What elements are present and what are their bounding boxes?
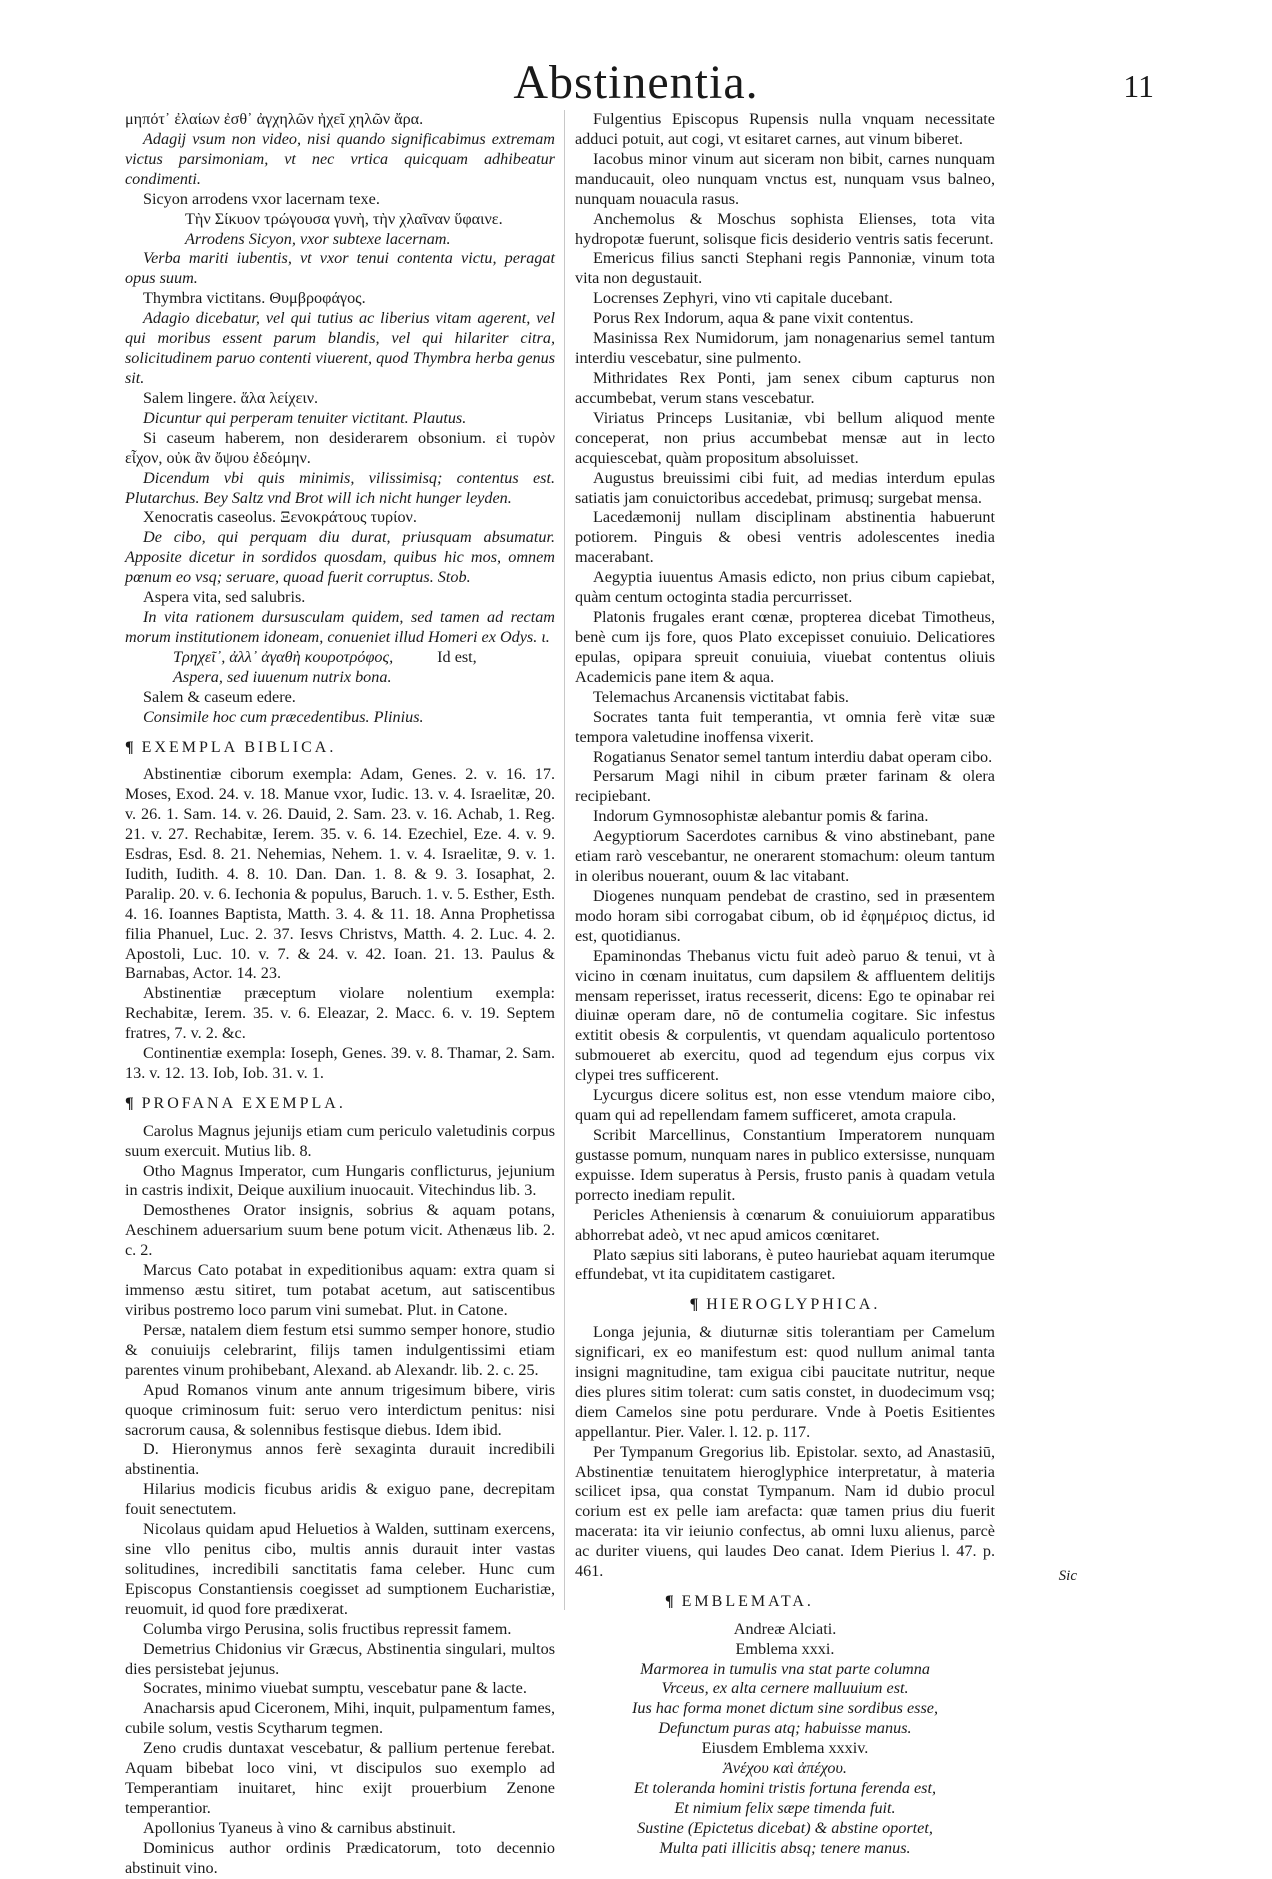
profana-entry: Socrates, minimo viuebat sumptu, vescebatur pane & lacte. (143, 1679, 527, 1698)
exemplum-entry: Porus Rex Indorum, aqua & pane vixit contentus. (593, 309, 914, 328)
adagium-entry: Dicuntur qui perperam tenuiter victitant. Plautus. (143, 408, 467, 427)
running-head-title: Abstinentia. (513, 56, 759, 109)
emblem-verse-line: Ius hac forma monet dictum sine sordibus esse, (631, 1699, 939, 1718)
exemplum-entry: Locrenses Zephyri, vino vti capitale ducebant. (593, 289, 893, 308)
section-heading-profana (125, 1094, 555, 1114)
emblem-verse-line: Et toleranda homini tristis fortuna ferenda est, (633, 1779, 936, 1798)
emblem-verse-line: Multa pati illicitis absq; tenere manus. (659, 1838, 911, 1857)
exemplum-entry: Anchemolus & Moschus sophista Elienses, tota vita hydropotæ fuerunt, solisque ficis desiderio ventris satis fecerunt. (575, 209, 995, 248)
profana-entry: Dominicus author ordinis Prædicatorum, toto decennio abstinuit vino. (125, 1838, 555, 1877)
exemplum-entry: Telemachus Arcanensis victitabat fabis. (593, 687, 849, 706)
homer-verse-greek (173, 648, 555, 668)
section-heading-hieroglyphica (575, 1295, 995, 1315)
adagium-entry: Adagio dicebatur, vel qui tutius ac liberius vitam agerent, vel qui moribus essent parum blandis, vel qui hilariter citra, solicitudinem paruo contenti viuerent, quod Thymbra herba genus sit. (125, 309, 555, 387)
profana-entry: Hilarius modicis ficubus aridis & exiguo pane, decrepitam fouit senectutem. (125, 1480, 555, 1519)
id-est: Id est, (437, 647, 477, 666)
adagium-entry: Xenocratis caseolus. Ξενοκράτους τυρίον. (143, 508, 417, 527)
closing-block (125, 688, 555, 728)
pilcrow-icon: ¶ (125, 738, 134, 756)
hieroglyphica-entry: Per Tympanum Gregorius lib. Epistolar. sexto, ad Anastasiū, Abstinentiæ tenuitatem hieroglyphice interpretatur, à materia scilicet ipsa, qua constat Tympanum. Nam id dubio procul corium est ex pelle iam arefacta: quæ tamen prius diu fuerit macerata: ita vir ieiunio confectus, ab omni luxu alienus, parcè ac duriter viuens, qui laudes Deo canat. Idem Pierius l. 47. p. 461. (575, 1442, 995, 1581)
exemplum-entry: Aegyptiorum Sacerdotes carnibus & vino abstinebant, pane etiam rarò vescebantur, ne onerarent stomachum: oleum tantum in oleribus nouerant, ouum & lac vitabant. (575, 827, 995, 886)
profana-entry: Otho Magnus Imperator, cum Hungaris conflicturus, jejunium in castris indixit, Deique auxilium inuocauit. Vitechindus lib. 3. (125, 1161, 555, 1200)
page-number: 11 (1123, 68, 1154, 104)
exemplum-entry: Aegyptia iuuentus Amasis edicto, non prius cibum capiebat, quàm centum octoginta stadia percurrisset. (575, 568, 995, 607)
emblem-author: Andreæ Alciati. (733, 1619, 837, 1638)
exempla-continued-block (575, 110, 995, 1285)
profana-entry: D. Hieronymus annos ferè sexaginta durauit incredibili abstinentia. (125, 1440, 555, 1479)
profana-entry: Nicolaus quidam apud Heluetios à Walden, suttinam exercens, sine vllo penitus cibo, multis annis durauit inter vastas solitudines, incredibili sanctitatis fama celeber. Hunc cum Episcopus Constantiensis coegisset ad sumptionem Eucharistiæ, reuomuit, id quod fore prædixerat. (125, 1520, 555, 1618)
emblem-1-verses (575, 1660, 995, 1740)
adagium-entry: Verba mariti iubentis, vt vxor tenui contenta victu, peragat opus suum. (125, 249, 555, 288)
hieroglyphica-entry: Longa jejunia, & diuturnæ sitis tolerantiam per Camelum significari, ex eo manifestum est: quod nullum animal tanta insigni magnitudine, tam exigua cibi paucitate nutritur, neque dies plures sitim tolerat: cum satis constet, in duodecimum vsq; diem Camelos sine potu perdurare. Vnde à Poetis Esitientes appellantur. Pier. Valer. l. 12. p. 117. (575, 1323, 995, 1441)
adagium-entry: Dicendum vbi quis minimis, vilissimisq; contentus est. Plutarchus. Bey Saltz vnd Brot will ich nicht hunger leyden. (125, 468, 555, 507)
exemplum-entry: Persarum Magi nihil in cibum præter farinam & olera recipiebant. (575, 767, 995, 806)
emblem-verse-line: Sustine (Epictetus dicebat) & abstine oportet, (637, 1818, 933, 1837)
exemplum-entry: Emericus filius sancti Stephani regis Pannoniæ, vinum tota vita non degustauit. (575, 249, 995, 288)
profana-entry: Zeno crudis duntaxat vescebatur, & pallium pertenue ferebat. Aquam bibebat loco vini, vt discipulos suo exemplo ad Temperantiam inuitaret, hinc exijt prouerbium Zenone temperantior. (125, 1739, 555, 1818)
greek-verse: Τρηχεῖ᾽, ἀλλ᾽ ἀγαθὴ κουροτρόφος, (173, 647, 394, 666)
exemplum-entry: Fulgentius Episcopus Rupensis nulla vnquam necessitate adduci potuit, aut cogi, vt esitaret carnes, aut vinum biberet. (575, 110, 995, 148)
section-heading-text: EMBLEMATA. (681, 1593, 814, 1611)
closing-entry: Consimile hoc cum præcedentibus. Plinius. (143, 707, 424, 726)
exemplum-entry: Viriatus Princeps Lusitaniæ, vbi bellum aliquod mente conceperat, non prius accumbebat mensæ aut in lecto acquiescebat, quàm propositum absoluisset. (575, 408, 995, 467)
closing-entry: Salem & caseum edere. (143, 687, 296, 706)
exemplum-entry: Augustus breuissimi cibi fuit, ad medias interdum epulas satiatis jam conuictoribus accedebat, primusq; surgebat mensa. (575, 468, 995, 507)
section-heading-text: PROFANA EXEMPLA. (141, 1095, 346, 1112)
exemplum-entry: Plato sæpius siti laborans, è puteo hauriebat aquam iterumque effundebat, vt ita cupiditatem castigaret. (575, 1245, 995, 1284)
exemplum-entry: Lacedæmonij nullam disciplinam abstinentia habuerunt potiorem. Pinguis & obesi ventris adolescentes inedia macerabant. (575, 508, 995, 567)
right-column (575, 110, 995, 1859)
pilcrow-icon: ¶ (689, 1296, 699, 1314)
column-divider (564, 110, 565, 1610)
emblem-verse-line: Et nimium felix sæpe timenda fuit. (674, 1799, 896, 1818)
exemplum-entry: Socrates tanta fuit temperantia, vt omnia ferè vitæ suæ tempora valetudine inoffensa vixerit. (575, 707, 995, 746)
section-heading-emblemata (665, 1592, 995, 1612)
emblem-2-title: Eiusdem Emblema xxxiv. (701, 1739, 869, 1758)
biblica-entry: Abstinentiæ præceptum violare nolentium exempla: Rechabitæ, Ierem. 35. v. 6. Eleazar, 2. Macc. 6. v. 19. Septem fratres, 7. v. 2. &c. (125, 984, 555, 1043)
emblem-2-greek: Ἀνέχου καὶ ἀπέχου. (723, 1759, 847, 1778)
adagium-entry: Salem lingere. ἅλα λείχειν. (143, 388, 319, 407)
pilcrow-icon: ¶ (125, 1095, 134, 1112)
adagium-entry: In vita rationem dursusculam quidem, sed tamen ad rectam morum institutionem idoneam, conueniet illud Homeri ex Odys. ι. (125, 608, 555, 646)
pilcrow-icon: ¶ (665, 1593, 674, 1611)
emblem-2-verses (575, 1779, 995, 1859)
adagium-entry: Arrodens Sicyon, vxor subtexe lacernam. (185, 229, 451, 248)
exemplum-entry: Scribit Marcellinus, Constantium Imperatorem nunquam gustasse pomum, nunquam nares in publico extersisse, nunquam expuisse. Idem superatus à Persis, frusto panis à quadam vetula porrecto inediam repulit. (575, 1126, 995, 1204)
homer-verse-latin: Aspera, sed iuuenum nutrix bona. (173, 667, 392, 686)
biblica-block (125, 765, 555, 1084)
exemplum-entry: Pericles Atheniensis à cœnarum & conuiuiorum apparatibus abhorrebat adeò, vt nec apud amicos cœnitaret. (575, 1205, 995, 1244)
exemplum-entry: Diogenes nunquam pendebat de crastino, sed in præsentem modo horam sibi corrogabat cibum, ob id ἐφημέριος dictus, id est, quotidianus. (575, 886, 995, 945)
adagium-entry: Τὴν Σίκυον τρώγουσα γυνὴ, τὴν χλαῖναν ὕφαινε. (185, 209, 503, 228)
profana-entry: Carolus Magnus jejunijs etiam cum periculo valetudinis corpus suum exercuit. Mutius lib. 8. (125, 1121, 555, 1160)
catchword: Sic (1058, 1568, 1077, 1584)
emblem-verse-line: Vrceus, ex alta cernere malluuium est. (661, 1679, 909, 1698)
emblem-verse-line: Marmorea in tumulis vna stat parte columna (640, 1659, 930, 1678)
section-heading-biblica (125, 738, 555, 758)
profana-entry: Marcus Cato potabat in expeditionibus aquam: extra quam si immenso æstu sitiret, tum potabat acetum, aut satiscentibus viribus postremo loco parum vini sumebat. Plut. in Catone. (125, 1261, 555, 1319)
adagium-entry: Adagij vsum non video, nisi quando significabimus extremam victus parsimoniam, vt nec vrtica quicquam adhibeatur condimenti. (125, 129, 555, 188)
profana-entry: Apollonius Tyaneus à vino & carnibus abstinuit. (143, 1818, 456, 1837)
section-heading-text: EXEMPLA BIBLICA. (141, 738, 337, 756)
adagium-entry: μηπότ᾽ ἐλαίων ἐσθ᾽ ἀγχηλῶν ἠχεῖ χηλῶν ἄρα. (125, 110, 424, 128)
profana-entry: Anacharsis apud Ciceronem, Mihi, inquit, pulpamentum fames, cubile solum, vestis Scytharum tegmen. (125, 1699, 555, 1738)
profana-entry: Demetrius Chidonius vir Græcus, Abstinentia singulari, multos dies persistebat jejunus. (125, 1639, 555, 1678)
exemplum-entry: Epaminondas Thebanus victu fuit adeò paruo & tenui, vt à vicino in cœnam inuitatus, cum dapsilem & affluentem delitijs mensam reperisset, iratus recesserit, dicens: Ego te opinabar rei diuinæ operam dare, nō de contumelia cogitare. Sic infestus extitit obesis & corpulentis, vt quendam aqualiculo portentoso submoueret ab exercitu, quod ad tegendum ejus corpus vix clypei tres sufficerent. (575, 946, 995, 1085)
adagium-entry: Thymbra victitans. Θυμβροφάγος. (143, 289, 366, 308)
biblica-entry: Continentiæ exempla: Ioseph, Genes. 39. v. 8. Thamar, 2. Sam. 13. v. 12. 13. Iob, Iob. 31. v. 1. (125, 1044, 555, 1083)
biblica-entry: Abstinentiæ ciborum exempla: Adam, Genes. 2. v. 16. 17. Moses, Exod. 24. v. 18. Manue vxor, Iudic. 13. v. 4. Israelitæ, 20. v. 26. 1. Sam. 14. v. 26. Dauid, 2. Sam. 23. v. 16. Achab, 1. Reg. 21. v. 27. Rechabitæ, Ierem. 35. v. 6. 14. Ezechiel, Eze. 4. v. 9. Esdras, Esd. 8. 21. Nehemias, Nehem. 1. v. 4. Israelitæ, 9. v. 1. Iudith, Iudith. 4. 8. 10. Dan. Dan. 1. 8. & 9. 3. Iosaphat, 2. Paralip. 20. v. 6. Iechonia & populus, Baruch. 1. v. 5. Esther, Esth. 4. 16. Ioannes Baptista, Matth. 3. 4. & 11. 18. Anna Prophetissa filia Phanuel, Luc. 2. 37. Iesvs Christvs, Matth. 4. 2. Luc. 4. 2. Apostoli, Luc. 10. v. 7. & 24. v. 42. Ioan. 21. 13. Paulus & Barnabas, Actor. 14. 23. (125, 765, 555, 983)
profana-entry: Apud Romanos vinum ante annum trigesimum bibere, viris quoque criminosum fuit: seruo vero interdictum penitus: nisi sacrorum causa, & solennibus festisque diebus. Idem ibid. (125, 1380, 555, 1439)
adagium-entry: De cibo, qui perquam diu durat, priusquam absumatur. Apposite dicetur in sordidos quosdam, quibus hic mos, omnem pœnum eo vsq; seruare, quoad fuerit corruptus. Stob. (125, 528, 555, 587)
exemplum-entry: Mithridates Rex Ponti, jam senex cibum capturus non accumbebat, verum stans vescebatur. (575, 368, 995, 407)
profana-entry: Persæ, natalem diem festum etsi summo semper honore, studio & conuiuijs celebrarint, filijs tamen indulgentissimi etiam parentes vinum prohibebant, Alexand. ab Alexandr. lib. 2. c. 25. (125, 1320, 555, 1379)
adagium-entry: Sicyon arrodens vxor lacernam texe. (143, 189, 380, 208)
exemplum-entry: Platonis frugales erant cœnæ, propterea dicebat Timotheus, benè cum ijs fore, quos Plato excepisset conuiuio. Delicatiores epulas, opipara spreuit conuiuia, viuebat contentus oliuis Academicis pane item & aqua. (575, 608, 995, 686)
exemplum-entry: Iacobus minor vinum aut siceram non bibit, carnes nunquam manducauit, oleo nunquam vnctus est, nunquam vsus balneo, nunquam nouacula rasus. (575, 149, 995, 208)
adagia-block (125, 110, 555, 648)
section-heading-text: HIEROGLYPHICA. (706, 1296, 881, 1314)
emblem-verse-line: Defunctum puras atq; habuisse manus. (658, 1719, 912, 1738)
left-column (125, 110, 555, 1879)
adagium-entry: Aspera vita, sed salubris. (143, 588, 306, 607)
emblem-1-title: Emblema xxxi. (735, 1639, 835, 1658)
hieroglyphica-block (575, 1323, 995, 1582)
exemplum-entry: Lycurgus dicere solitus est, non esse vtendum maiore cibo, quam qui ad repellendam famem sufficeret, amota crapula. (575, 1086, 995, 1125)
profana-block (125, 1122, 555, 1879)
exemplum-entry: Rogatianus Senator semel tantum interdiu dabat operam cibo. (593, 747, 993, 766)
exemplum-entry: Masinissa Rex Numidorum, jam nonagenarius semel tantum interdiu vescebatur, sine pulmento. (575, 329, 995, 368)
profana-entry: Columba virgo Perusina, solis fructibus repressit famem. (143, 1619, 512, 1638)
profana-entry: Demosthenes Orator insignis, sobrius & aquam potans, Aeschinem aduersarium suum bene potum vicit. Athenæus lib. 2. c. 2. (125, 1201, 555, 1260)
exemplum-entry: Indorum Gymnosophistæ alebantur pomis & farina. (593, 807, 929, 826)
adagium-entry: Si caseum haberem, non desiderarem obsonium. εἰ τυρὸν εἶχον, οὐκ ἂν ὄψου ἐδεόμην. (125, 428, 555, 467)
